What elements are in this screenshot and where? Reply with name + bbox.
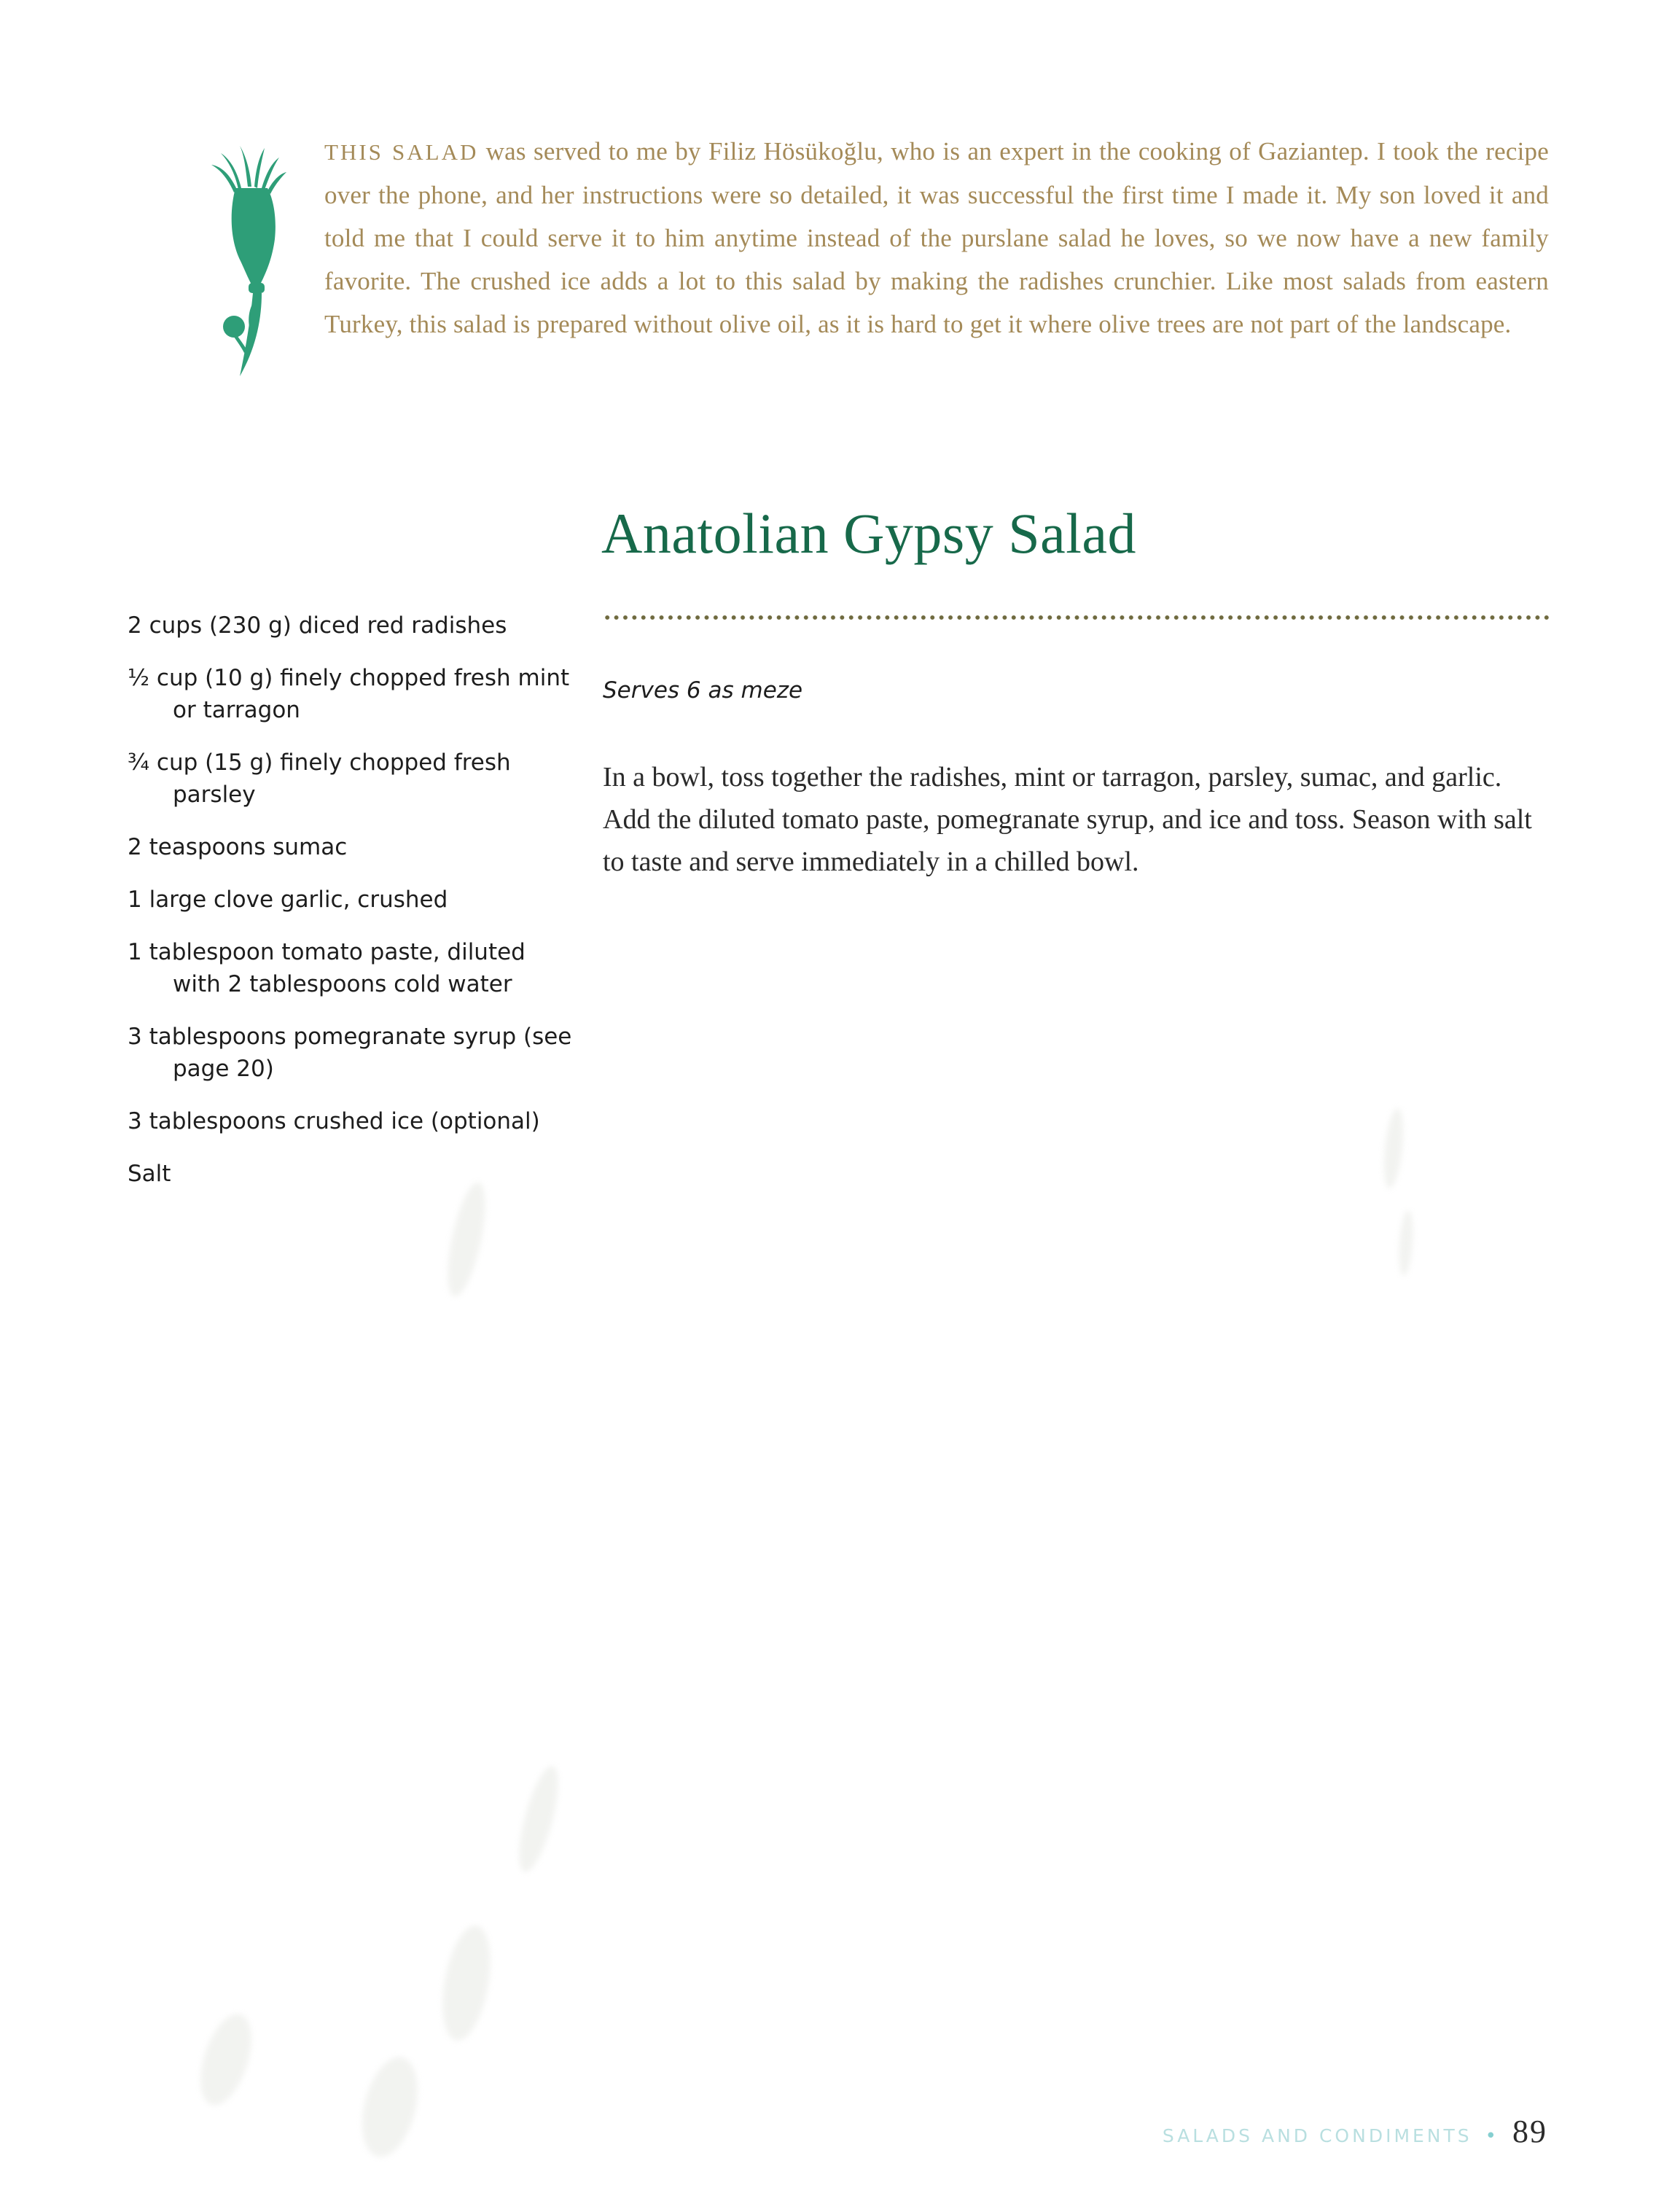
background-streak bbox=[511, 1763, 566, 1876]
method-paragraph: In a bowl, toss together the radishes, mint or tarragon, parsley, sumac, and garlic. Add the diluted tomato paste, pomegranate syrup, and ice and toss. Season with salt to taste and serve immediately in a chilled bowl. bbox=[603, 762, 1532, 877]
ingredient-item: 3 tablespoons pomegranate syrup (see page 20) bbox=[128, 1024, 572, 1082]
background-streak bbox=[1397, 1210, 1415, 1276]
background-streak bbox=[1380, 1107, 1406, 1189]
background-streak bbox=[353, 2052, 427, 2163]
ingredient-item: 1 large clove garlic, crushed bbox=[128, 887, 448, 913]
headnote-paragraph bbox=[324, 130, 1549, 346]
background-streak bbox=[435, 1922, 499, 2044]
ingredient-item: 2 cups (230 g) diced red radishes bbox=[128, 612, 507, 639]
page-number: 89 bbox=[1512, 2114, 1547, 2149]
flower-ornament-icon bbox=[208, 144, 288, 378]
ingredient-item: Salt bbox=[128, 1161, 171, 1187]
section-name: SALADS AND CONDIMENTS bbox=[1162, 2125, 1472, 2146]
ingredient-item: 1 tablespoon tomato paste, diluted with 2 tablespoons cold water bbox=[128, 939, 526, 997]
ingredient-item: 2 teaspoons sumac bbox=[128, 834, 348, 860]
background-streak bbox=[190, 2008, 261, 2111]
ingredient-item: 3 tablespoons crushed ice (optional) bbox=[128, 1108, 540, 1134]
ingredient-list bbox=[128, 610, 579, 1210]
page-footer bbox=[1163, 2113, 1547, 2150]
headnote-lead: THIS SALAD bbox=[324, 139, 479, 165]
recipe-title: Anatolian Gypsy Salad bbox=[601, 502, 1137, 565]
dotted-divider bbox=[603, 615, 1550, 620]
footer-bullet-icon: • bbox=[1485, 2125, 1496, 2147]
serves-yield: Serves 6 as meze bbox=[603, 677, 803, 704]
ingredient-item: ½ cup (10 g) finely chopped fresh mint or tarragon bbox=[128, 665, 570, 723]
headnote-text: was served to me by Filiz Hösükoğlu, who is an expert in the cooking of Gaziantep. I took the recipe over the phone, and her instructions were so detailed, it was successful the first time I made it. My son loved it and told me that I could serve it to him anytime instead of the purslane salad he loves, so we now have a new family favorite. The crushed ice adds a lot to this salad by making the radishes crunchier. Like most salads from eastern Turkey, this salad is prepared without olive oil, as it is hard to get it where olive trees are not part of the landscape. bbox=[324, 137, 1549, 338]
ingredient-item: ¾ cup (15 g) finely chopped fresh parsley bbox=[128, 749, 511, 808]
